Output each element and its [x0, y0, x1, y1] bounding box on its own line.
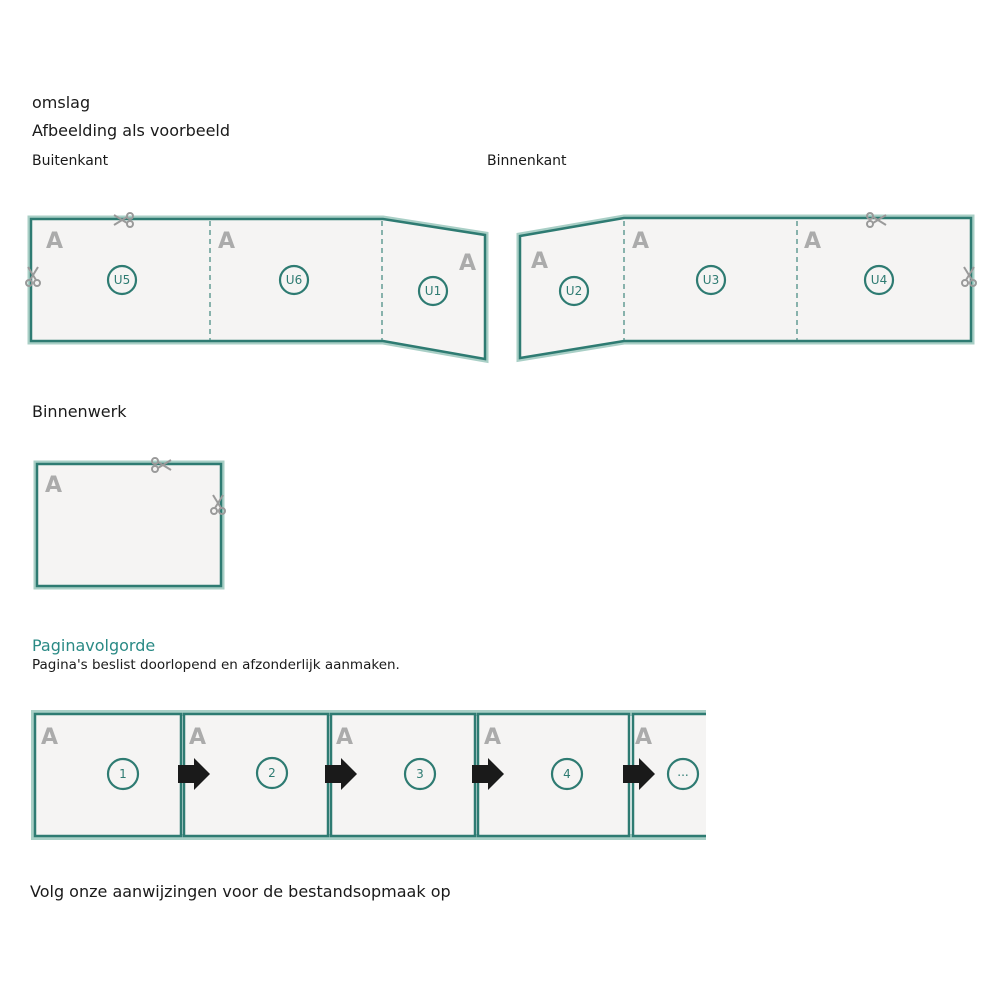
panel-label: U1: [424, 284, 442, 298]
page-marker: A: [336, 725, 354, 750]
page-marker: A: [459, 251, 477, 276]
page-order-title: Paginavolgorde: [32, 636, 156, 655]
outside-cover: [26, 213, 485, 359]
page-number: 3: [416, 767, 424, 781]
outside-label: Buitenkant: [32, 153, 109, 169]
panel-label: U6: [285, 273, 303, 287]
footer-text: Volg onze aanwijzingen voor de bestandsopmaak op: [30, 882, 451, 901]
page-marker: A: [46, 229, 64, 254]
panel-label: U3: [702, 273, 720, 287]
panel-label: U2: [565, 284, 583, 298]
inside-cover: [520, 213, 976, 358]
page-marker: A: [189, 725, 207, 750]
section-title: omslag: [32, 93, 91, 112]
panel-label: U5: [113, 273, 131, 287]
page-order-description: Pagina's beslist doorlopend en afzonderlijk aanmaken.: [32, 657, 400, 673]
inner-page: [37, 458, 225, 586]
page-order-strip: [34, 705, 736, 845]
page-number: 2: [268, 766, 276, 780]
page-marker: A: [484, 725, 502, 750]
inner-label: Binnenwerk: [32, 402, 127, 421]
page-marker: A: [41, 725, 59, 750]
page-number: 1: [119, 767, 127, 781]
page-number: ...: [677, 765, 689, 779]
page-marker: A: [45, 473, 63, 498]
page-marker: A: [531, 249, 549, 274]
panel-label: U4: [870, 273, 888, 287]
subtitle: Afbeelding als voorbeeld: [32, 121, 231, 140]
page-number: 4: [563, 767, 571, 781]
page-marker: A: [804, 229, 822, 254]
page-marker: A: [635, 725, 653, 750]
page-marker: A: [632, 229, 650, 254]
page-marker: A: [218, 229, 236, 254]
inside-label: Binnenkant: [487, 153, 567, 169]
